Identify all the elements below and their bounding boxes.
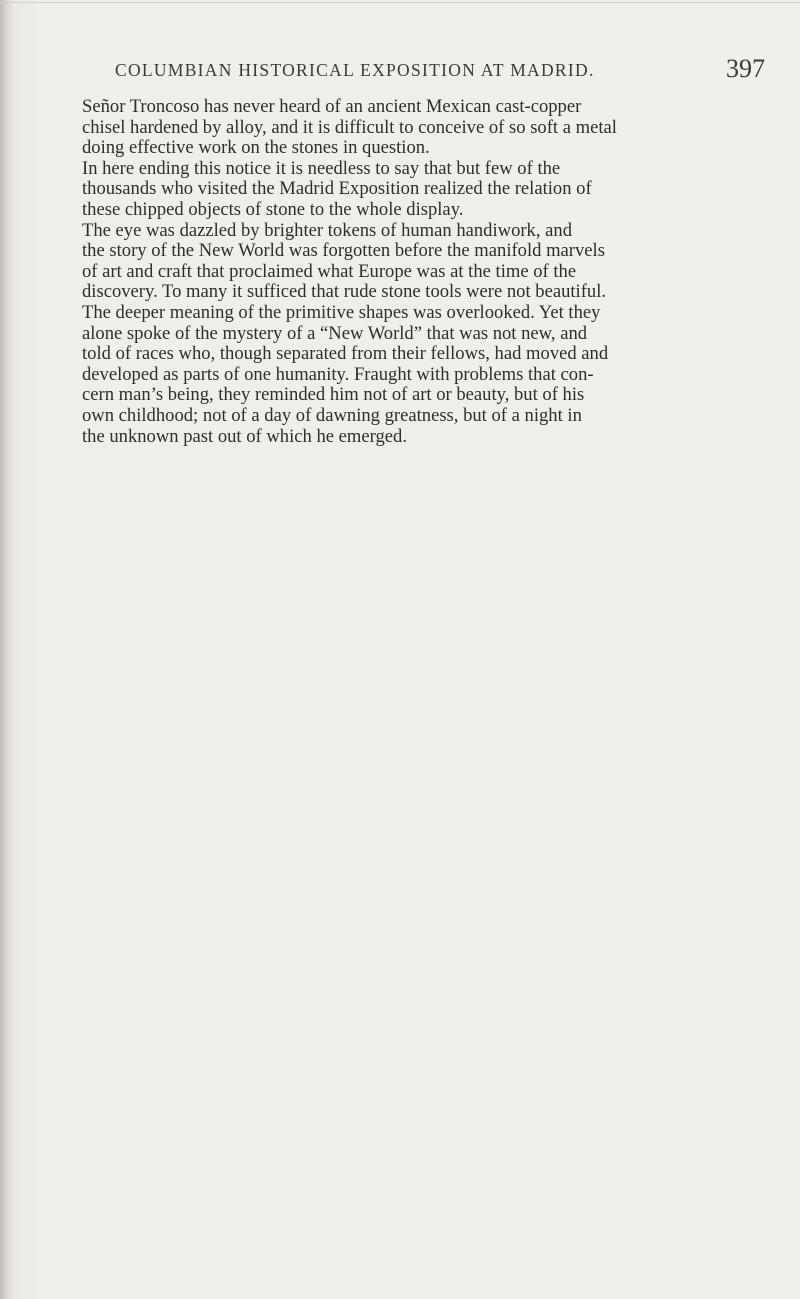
text-line: The eye was dazzled by brighter tokens of human handiwork, and [82, 219, 572, 241]
binding-gutter-shadow [0, 0, 14, 1299]
text-line: thousands who visited the Madrid Exposition realized the relation of [82, 178, 592, 200]
text-line: these chipped objects of stone to the whole display. [82, 198, 464, 220]
page-number: 397 [726, 54, 765, 83]
text-line: of art and craft that proclaimed what Europe was at the time of the [82, 260, 577, 282]
text-line: developed as parts of one humanity. Fraught with problems that con- [82, 363, 594, 385]
text-line: doing effective work on the stones in question. [82, 137, 430, 159]
text-line: Señor Troncoso has never heard of an ancient Mexican cast-copper [82, 96, 582, 117]
running-head [115, 54, 765, 84]
text-line: the unknown past out of which he emerged. [82, 425, 407, 447]
text-line: told of races who, though separated from their fellows, had moved and [82, 343, 609, 365]
running-title: COLUMBIAN HISTORICAL EXPOSITION AT MADRID. [115, 60, 595, 80]
text-line: alone spoke of the mystery of a “New World” that was not new, and [82, 322, 588, 344]
text-line: the story of the New World was forgotten before the manifold marvels [82, 240, 605, 262]
page-top-edge [0, 2, 800, 3]
text-line: In here ending this notice it is needless to say that but few of the [82, 157, 561, 179]
text-line: discovery. To many it sufficed that rude stone tools were not beautiful. [82, 281, 607, 303]
body-text [82, 97, 742, 447]
text-line: The deeper meaning of the primitive shapes was overlooked. Yet they [82, 301, 601, 323]
text-line: cern man’s being, they reminded him not of art or beauty, but of his [82, 384, 585, 406]
text-line: own childhood; not of a day of dawning greatness, but of a night in [82, 404, 582, 426]
text-line: chisel hardened by alloy, and it is difficult to conceive of so soft a metal [82, 116, 617, 138]
